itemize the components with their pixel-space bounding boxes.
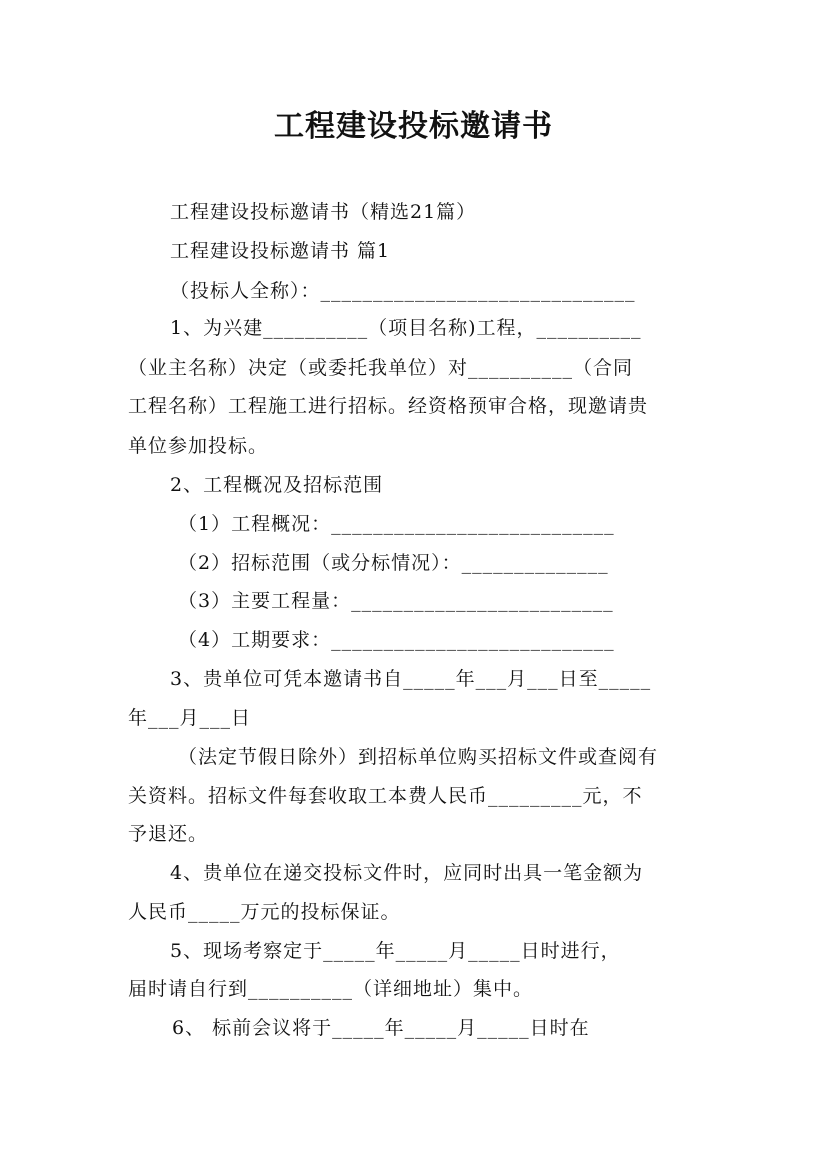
body-line: （法定节假日除外）到招标单位购买招标文件或查阅有 (178, 746, 659, 768)
body-line: （投标人全称）：______________________________ (170, 280, 636, 302)
body-line: （业主名称）决定（或委托我单位）对__________（合同 (128, 357, 634, 379)
body-line: （4）工期要求：___________________________ (178, 629, 615, 651)
body-line: 工程建设投标邀请书（精选21篇） (170, 201, 477, 223)
body-line: （1）工程概况：___________________________ (178, 513, 615, 535)
body-line: 4、贵单位在递交投标文件时，应同时出具一笔金额为 (170, 862, 644, 884)
body-line: 3、贵单位可凭本邀请书自_____年___月___日至_____ (170, 668, 652, 690)
body-line: 单位参加投标。 (128, 435, 269, 457)
body-line: 6、 标前会议将于_____年_____月_____日时在 (172, 1017, 590, 1039)
page-title: 工程建设投标邀请书 (274, 109, 553, 144)
body-line: 年___月___日 (128, 707, 252, 729)
body-line: 关资料。招标文件每套收取工本费人民币_________元，不 (128, 785, 643, 807)
body-line: （2）招标范围（或分标情况）：______________ (178, 552, 609, 574)
body-line: 1、为兴建__________（项目名称)工程，__________ (170, 317, 642, 339)
section-heading: 2、工程概况及招标范围 (170, 474, 384, 496)
body-line: 工程建设投标邀请书 篇1 (170, 240, 391, 262)
body-line: 人民币_____万元的投标保证。 (128, 901, 401, 923)
body-line: 届时请自行到__________（详细地址）集中。 (128, 978, 534, 1000)
body-line: 予退还。 (128, 823, 209, 845)
body-line: （3）主要工程量：_________________________ (178, 590, 614, 612)
body-line: 工程名称）工程施工进行招标。经资格预审合格，现邀请贵 (128, 395, 649, 417)
body-line: 5、现场考察定于_____年_____月_____日时进行， (170, 940, 621, 962)
